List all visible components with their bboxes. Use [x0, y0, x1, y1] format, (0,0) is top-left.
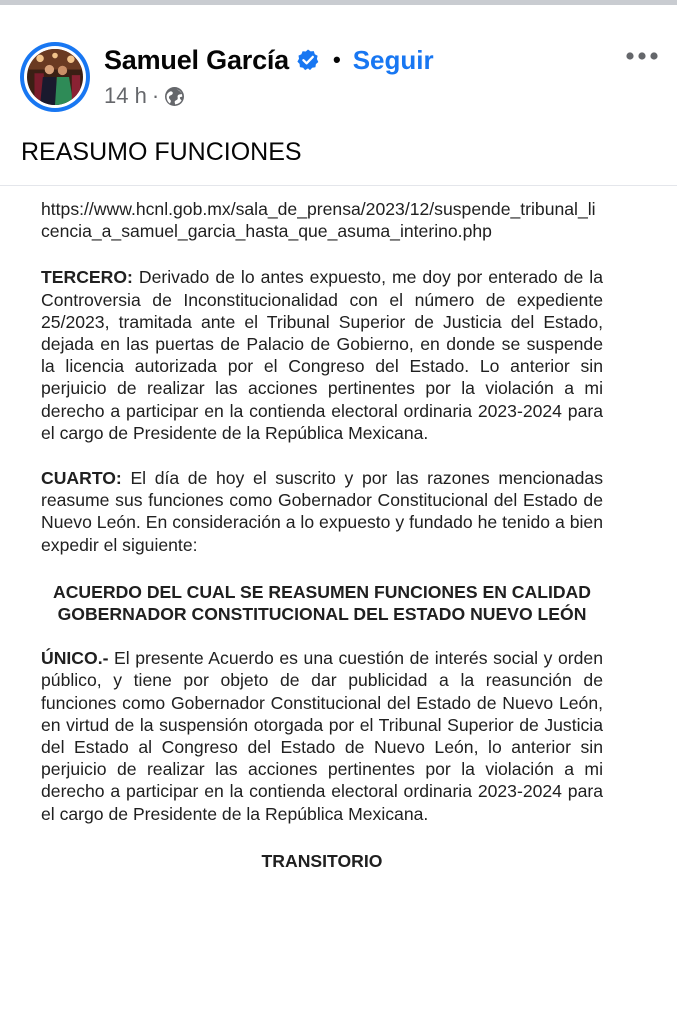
more-options-icon[interactable]: [624, 46, 660, 66]
author-name[interactable]: Samuel García: [104, 44, 290, 75]
acuerdo-heading: ACUERDO DEL CUAL SE REASUMEN FUNCIONES EN CALIDAD GOBERNADOR CONSTITUCIONAL DEL ESTADO NUEVO LEÓN: [53, 581, 591, 625]
bottom-fade: [0, 1010, 677, 1024]
transitorio-heading: TRANSITORIO: [261, 850, 383, 871]
globe-icon[interactable]: [164, 86, 185, 107]
author-avatar[interactable]: [20, 42, 90, 112]
paragraph-unico-lead: ÚNICO.-: [41, 648, 109, 669]
post-meta: [104, 82, 185, 110]
header-separator: •: [333, 47, 341, 72]
paragraph-tercero: [41, 266, 603, 444]
paragraph-tercero-lead: TERCERO:: [41, 267, 133, 288]
top-divider: [0, 0, 677, 5]
document-link-text: https://www.hcnl.gob.mx/sala_de_prensa/2023/12/suspende_tribunal_licencia_a_samuel_garcia_hasta_que_asuma_interino.php: [41, 199, 596, 242]
paragraph-cuarto: [41, 467, 603, 556]
meta-separator: ·: [151, 83, 160, 108]
media-divider: [0, 185, 677, 186]
follow-button[interactable]: Seguir: [352, 44, 434, 75]
profile-photo: [27, 49, 83, 105]
paragraph-tercero-body: Derivado de lo antes expuesto, me doy por enterado de la Controversia de Inconstitucionalidad con el número de expediente 25/2023, tramitada ante el Tribunal Superior de Justicia del Estado, dejada en las puertas de Palacio de Gobierno, en donde se suspende la licencia autorizada por el Congreso del Estado. Lo anterior sin perjuicio de realizar las acciones pertinentes por la violación a mi derecho a participar en la contienda electoral ordinaria 2023-2024 para el cargo de Presidente de la República Mexicana.: [41, 267, 603, 443]
post-timestamp[interactable]: 14 h: [104, 83, 147, 108]
author-row: [104, 43, 434, 77]
paragraph-unico-body: El presente Acuerdo es una cuestión de interés social y orden público, y tiene por objeto de dar publicidad a la reasunción de funciones como Gobernador Constitucional del Estado de Nuevo León, en virtud de la suspensión otorgada por el Tribunal Superior de Justicia del Estado al Congreso del Estado de Nuevo León, lo anterior sin perjuicio de realizar las acciones pertinentes por la violación a mi derecho a participar en la contienda electoral ordinaria 2023-2024 para el cargo de Presidente de la República Mexicana.: [41, 648, 604, 824]
post-text: REASUMO FUNCIONES: [21, 138, 302, 166]
paragraph-unico: [41, 647, 603, 825]
document-image[interactable]: [41, 198, 603, 872]
paragraph-cuarto-body: El día de hoy el suscrito y por las razones mencionadas reasume sus funciones como Gobernador Constitucional del Estado de Nuevo León. En consideración a lo expuesto y fundado he tenido a bien expedir el siguiente:: [41, 468, 603, 555]
verified-badge-icon: [296, 48, 320, 72]
avatar-ring: [24, 46, 86, 108]
paragraph-cuarto-lead: CUARTO:: [41, 468, 122, 489]
